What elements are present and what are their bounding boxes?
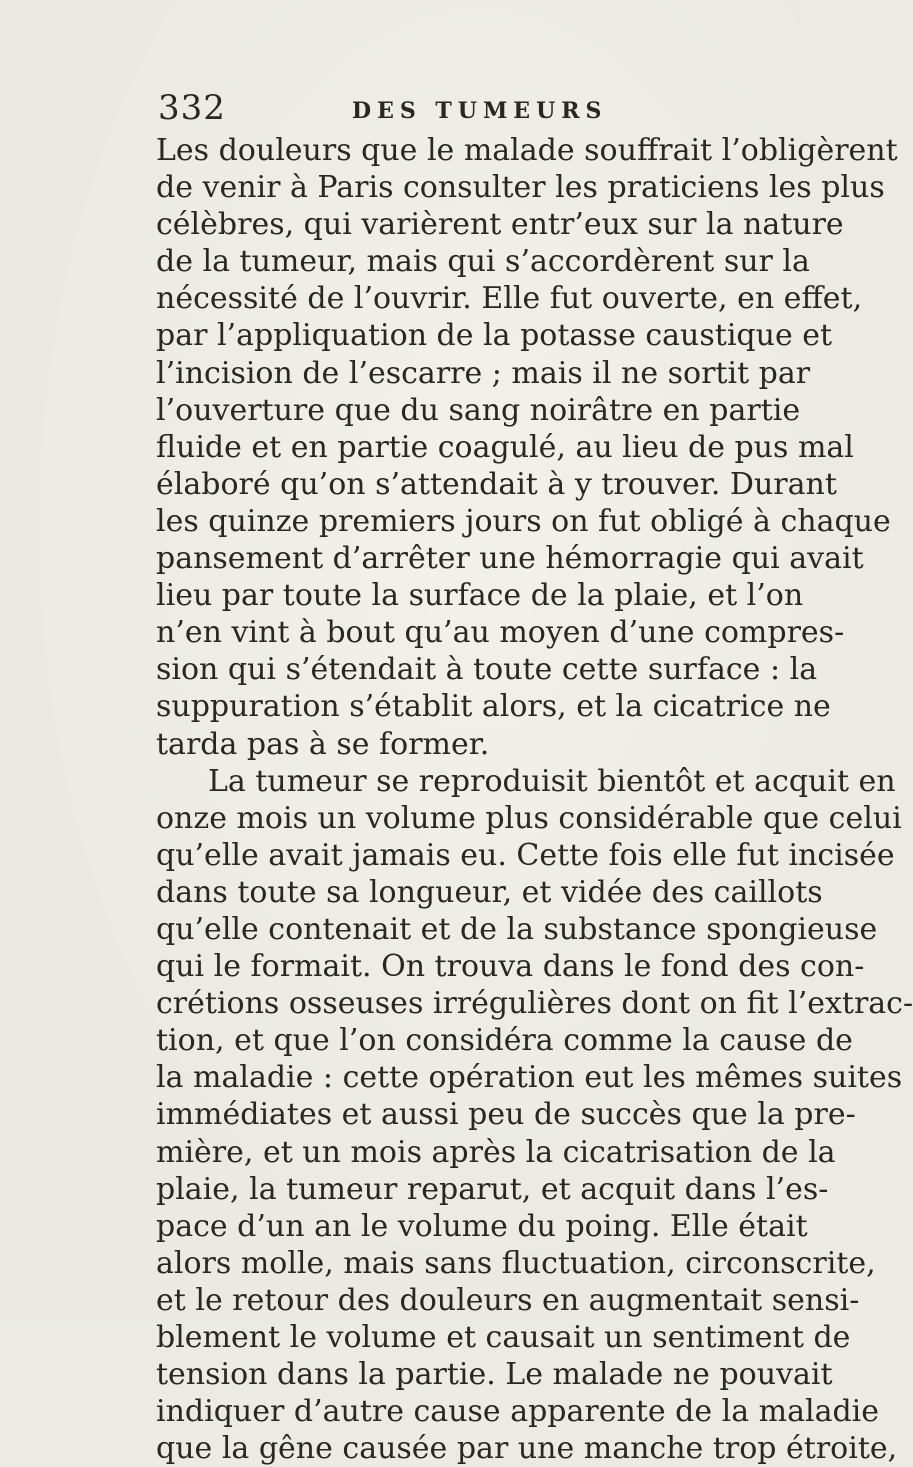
text-line: la maladie : cette opération eut les mêmes suites xyxy=(156,1060,903,1096)
text-line: lieu par toute la surface de la plaie, et l’on xyxy=(156,578,804,614)
text-line: pansement d’arrêter une hémorragie qui avait xyxy=(156,541,864,577)
text-line: alors molle, mais sans fluctuation, circonscrite, xyxy=(156,1245,876,1281)
text-line: indiquer d’autre cause apparente de la maladie xyxy=(156,1394,880,1430)
text-line: l’ouverture que du sang noirâtre en partie xyxy=(156,392,801,428)
text-line: onze mois un volume plus considérable que celui xyxy=(156,800,902,836)
paragraph-start-line: La tumeur se reproduisit bientôt et acquit en xyxy=(208,763,896,799)
text-line: par l’appliquation de la potasse caustique et xyxy=(156,318,833,354)
text-line: sion qui s’étendait à toute cette surface : la xyxy=(156,652,818,688)
text-line: fluide et en partie coagulé, au lieu de pus mal xyxy=(156,429,854,465)
text-line: dans toute sa longueur, et vidée des caillots xyxy=(156,874,823,910)
text-line: qui le formait. On trouva dans le fond des con- xyxy=(156,949,865,985)
text-line: plaie, la tumeur reparut, et acquit dans l’es- xyxy=(156,1171,829,1207)
running-head xyxy=(158,88,628,128)
body-text xyxy=(156,132,913,1467)
text-line: crétions osseuses irrégulières dont on fit l’extrac- xyxy=(156,986,913,1022)
text-line: de la tumeur, mais qui s’accordèrent sur la xyxy=(156,244,810,280)
running-title: DES TUMEURS xyxy=(352,98,608,124)
text-line: et le retour des douleurs en augmentait sensi- xyxy=(156,1282,860,1318)
text-line: suppuration s’établit alors, et la cicatrice ne xyxy=(156,689,831,725)
text-line: que la gêne causée par une manche trop étroite, xyxy=(156,1431,898,1467)
text-line: blement le volume et causait un sentiment de xyxy=(156,1320,851,1355)
text-line: n’en vint à bout qu’au moyen d’une compres- xyxy=(156,615,845,651)
text-line: tension dans la partie. Le malade ne pouvait xyxy=(156,1357,833,1393)
text-line: Les douleurs que le malade souffrait l’obligèrent xyxy=(156,133,898,168)
text-line: l’incision de l’escarre ; mais il ne sortit par xyxy=(156,355,811,391)
text-line: mière, et un mois après la cicatrisation de la xyxy=(156,1134,836,1170)
text-line: tion, et que l’on considéra comme la cause de xyxy=(156,1023,853,1059)
paragraph-end-line: tarda pas à se former. xyxy=(156,726,490,762)
text-line: qu’elle contenait et de la substance spongieuse xyxy=(156,911,878,947)
text-line: de venir à Paris consulter les praticiens les plus xyxy=(156,170,885,206)
text-line: les quinze premiers jours on fut obligé à chaque xyxy=(156,503,891,539)
text-line: nécessité de l’ouvrir. Elle fut ouverte, en effet, xyxy=(156,281,863,317)
text-line: élaboré qu’on s’attendait à y trouver. Durant xyxy=(156,466,837,502)
text-line: pace d’un an le volume du poing. Elle était xyxy=(156,1208,808,1244)
text-line: qu’elle avait jamais eu. Cette fois elle fut incisée xyxy=(156,837,895,873)
text-line: immédiates et aussi peu de succès que la pre- xyxy=(156,1097,856,1133)
page-number: 332 xyxy=(158,88,226,128)
text-line: célèbres, qui varièrent entr’eux sur la nature xyxy=(156,207,844,243)
